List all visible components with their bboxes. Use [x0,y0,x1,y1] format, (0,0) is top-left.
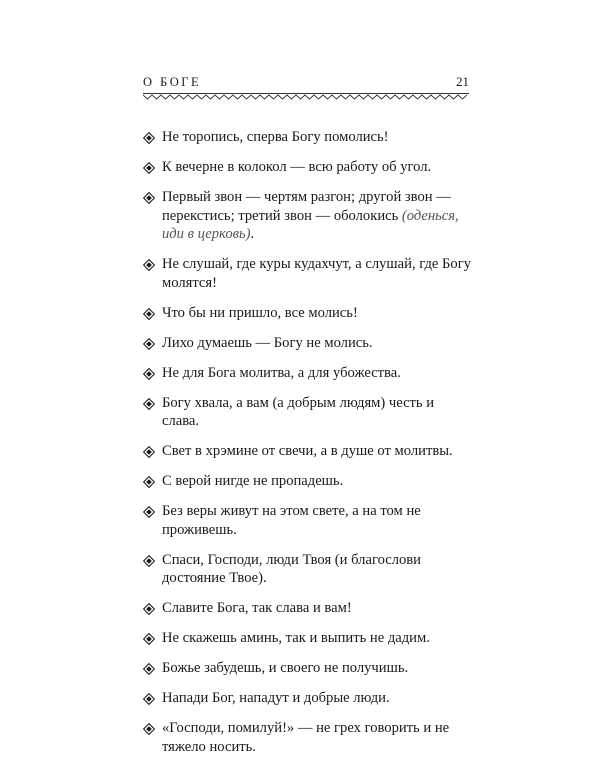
proverb-item [143,629,473,648]
running-title: О БОГЕ [143,75,202,89]
running-head [143,74,469,94]
proverb-aside: (оденься, иди в церковь) [162,207,459,242]
proverb-text: Первый звон — чертям разгон; другой звон — перекстись; третий звон — оболокись [162,189,451,224]
diamond-bullet-icon [143,602,155,614]
proverb-item [143,394,473,431]
page-number: 21 [456,74,469,89]
proverb-item [143,442,473,461]
zigzag-ornament [143,93,469,101]
proverb-list [143,128,473,768]
diamond-bullet-icon [143,131,155,143]
proverb-item [143,599,473,618]
proverb-item [143,334,473,353]
proverb-item [143,689,473,708]
proverb-item [143,304,473,323]
diamond-bullet-icon [143,475,155,487]
diamond-bullet-icon [143,337,155,349]
diamond-bullet-icon [143,632,155,644]
diamond-bullet-icon [143,191,155,203]
diamond-bullet-icon [143,722,155,734]
proverb-text: Без веры живут на этом свете, а на том не проживешь. [162,503,421,538]
proverb-item [143,472,473,491]
proverb-item [143,659,473,678]
diamond-bullet-icon [143,445,155,457]
proverb-text: Не слушай, где куры кудахчут, а слушай, где Богу молятся! [162,256,472,291]
proverb-item [143,128,473,147]
proverb-text: Напади Бог, нападут и добрые люди. [162,690,390,706]
proverb-text: Свет в хрэмине от свечи, а в душе от молитвы. [162,443,453,459]
proverb-text: Божье забудешь, и своего не получишь. [162,660,409,676]
diamond-bullet-icon [143,397,155,409]
diamond-bullet-icon [143,554,155,566]
proverb-text: Спаси, Господи, люди Твоя (и благослови достояние Твое). [162,551,421,586]
proverb-item [143,188,473,244]
proverb-text: Что бы ни пришло, все молись! [162,304,358,321]
proverb-text: Богу хвала, а вам (а добрым людям) честь и слава. [162,394,435,429]
proverb-item [143,551,473,588]
proverb-item [143,364,473,383]
proverb-text: Не скажешь аминь, так и выпить не дадим. [162,630,430,646]
proverb-item [143,502,473,539]
diamond-bullet-icon [143,662,155,674]
diamond-bullet-icon [143,258,155,270]
proverb-text: Лихо думаешь — Богу не молись. [162,334,373,351]
diamond-bullet-icon [143,161,155,173]
proverb-item [143,158,473,177]
proverb-text: Славите Бога, так слава и вам! [162,600,352,616]
proverb-text: Не для Бога молитва, а для убожества. [162,364,401,381]
diamond-bullet-icon [143,367,155,379]
proverb-text: К вечерне в колокол — всю работу об угол. [162,159,432,175]
proverb-text: «Господи, помилуй!» — не грех говорить и не тяжело носить. [162,720,450,755]
proverb-item [143,719,473,756]
diamond-bullet-icon [143,692,155,704]
diamond-bullet-icon [143,505,155,517]
proverb-tail: . [250,226,255,242]
proverb-text: Не торопись, сперва Богу помолись! [162,129,389,145]
diamond-bullet-icon [143,307,155,319]
proverb-item [143,255,473,292]
proverb-text: С верой нигде не пропадешь. [162,473,344,489]
